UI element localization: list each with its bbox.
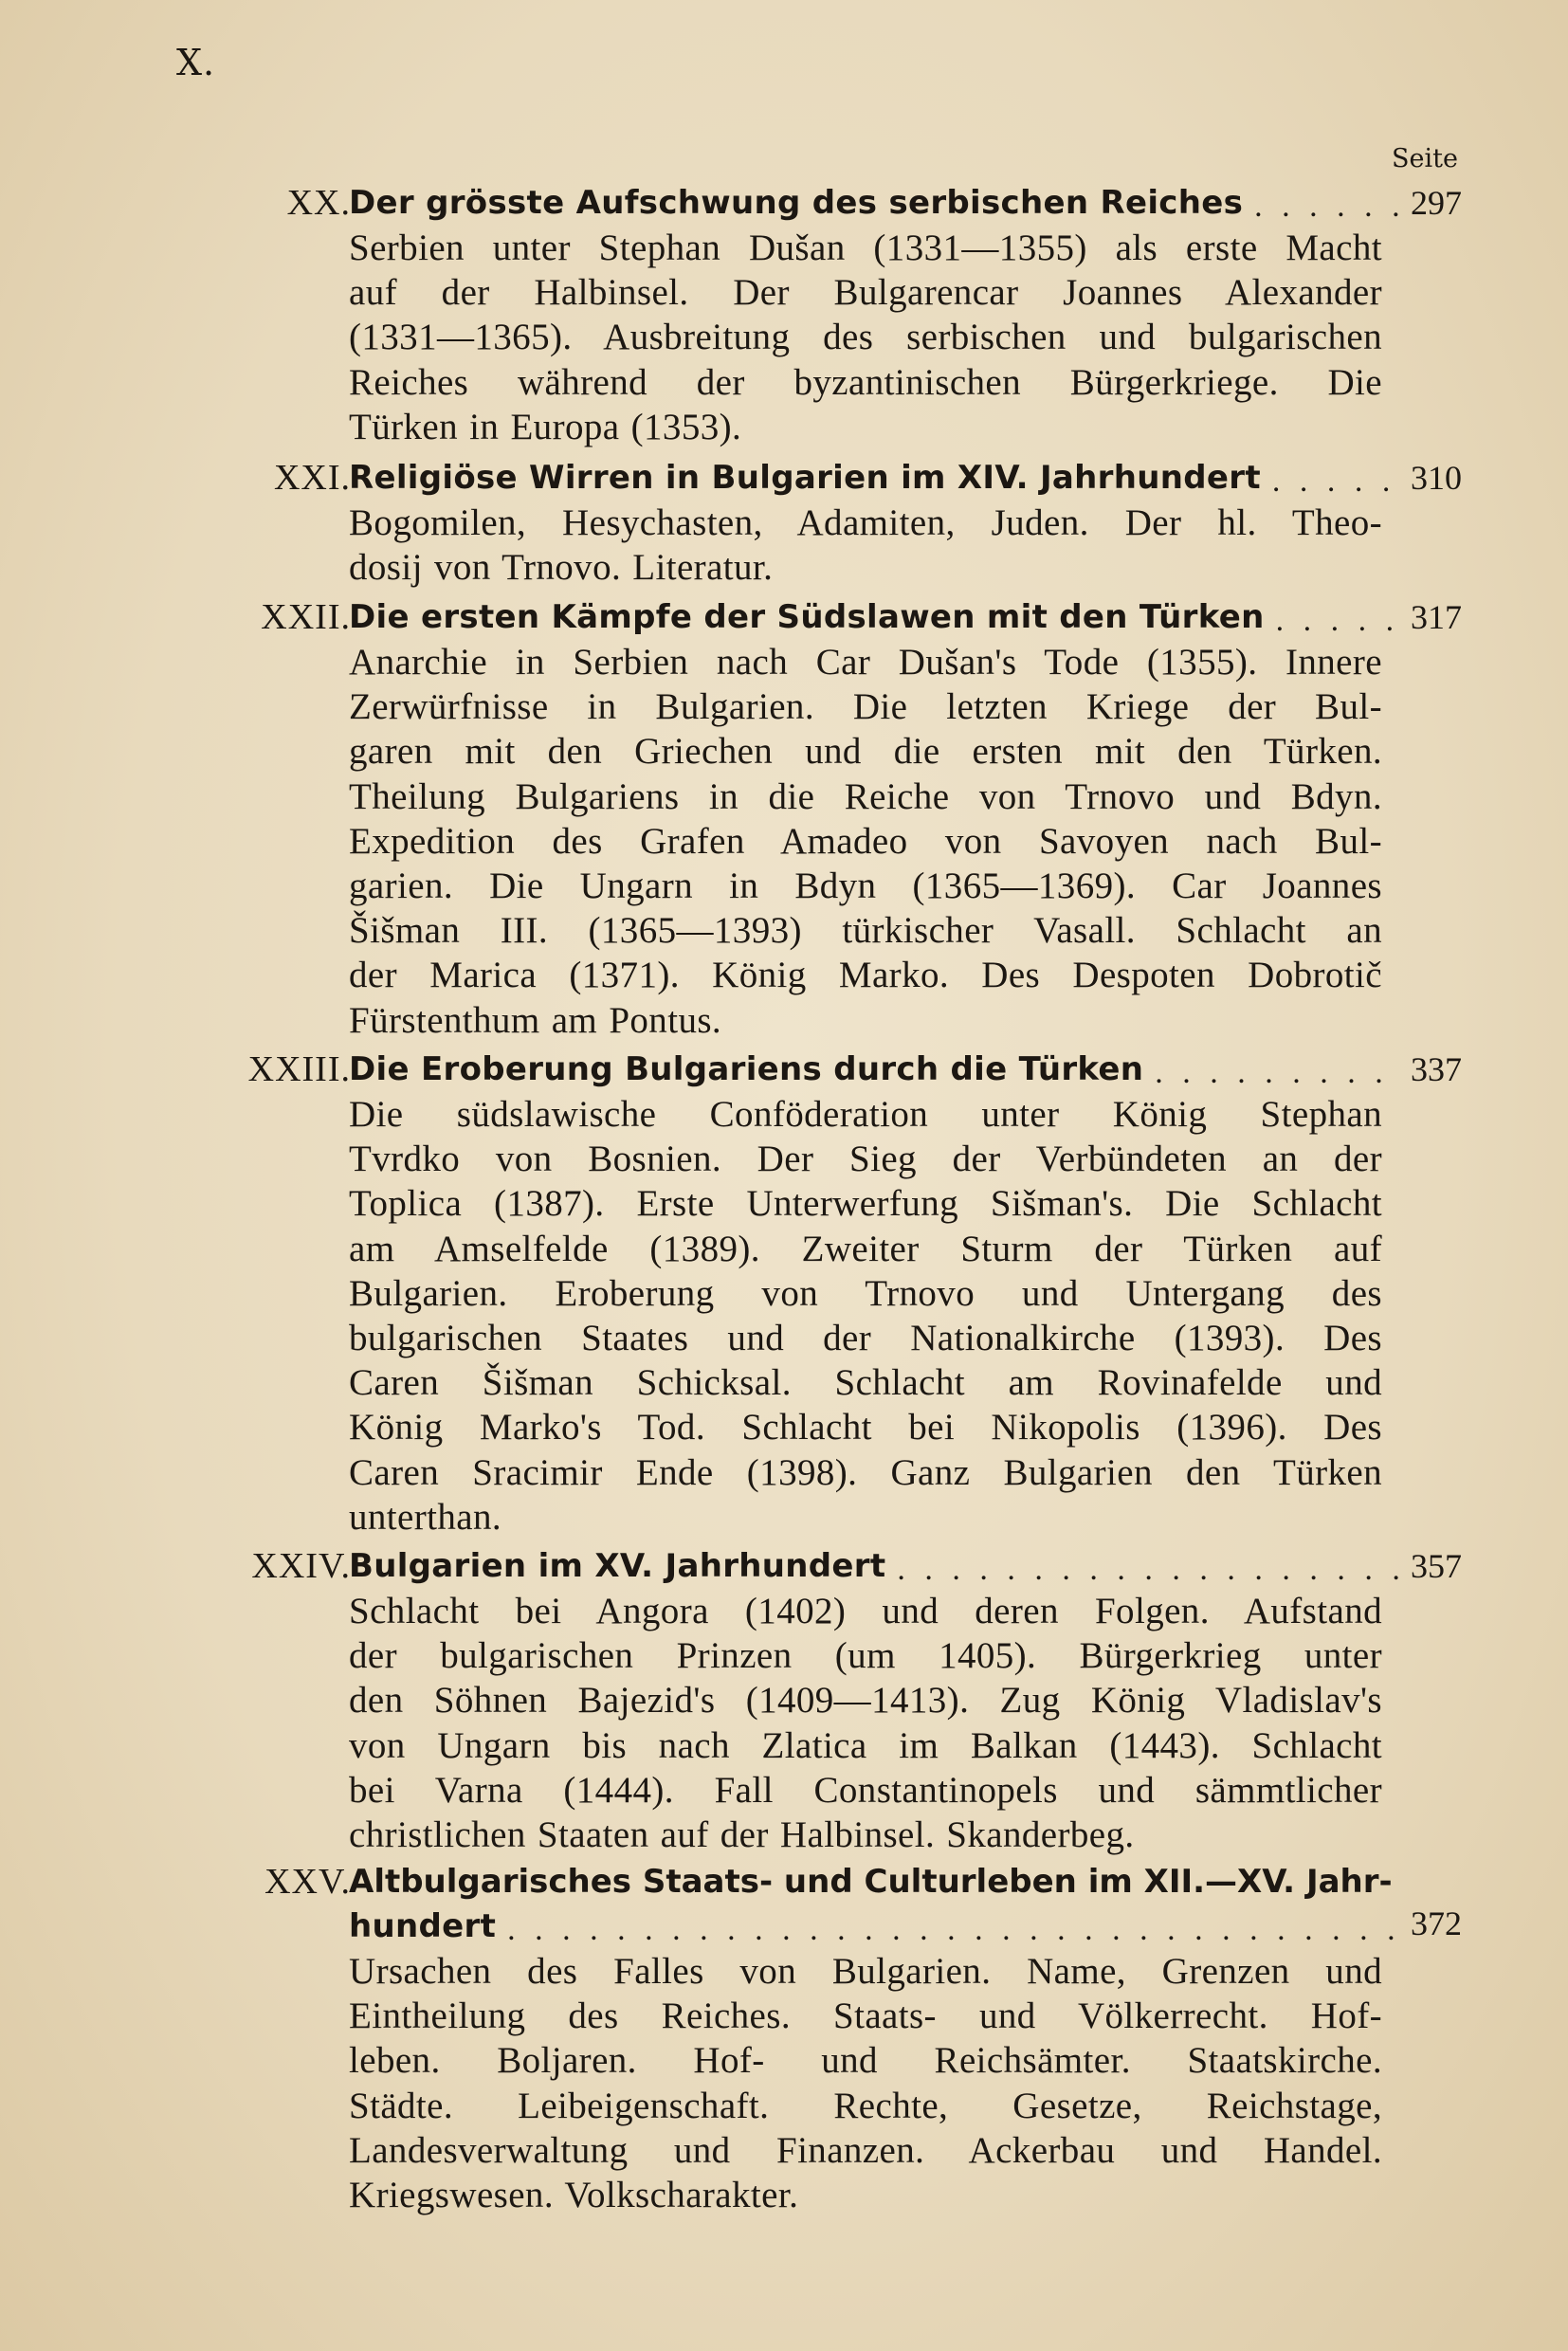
dot-leader — [885, 1551, 1403, 1589]
summary-line: Zerwürfnisse in Bulgarien. Die letzten Kriege der Bul- — [349, 686, 1382, 728]
summary-line: der bulgarischen Prinzen (um 1405). Bürgerkrieg unter — [349, 1635, 1382, 1677]
chapter-summary — [349, 501, 1382, 590]
summary-line: Städte. Leibeigenschaft. Rechte, Gesetze, Reichstage, — [349, 2085, 1382, 2126]
summary-line: Anarchie in Serbien nach Car Dušan's Tode (1355). Innere — [349, 642, 1382, 683]
chapter-number: XXII. — [261, 597, 351, 637]
summary-line: Expedition des Grafen Amadeo von Savoyen nach Bul- — [349, 820, 1382, 862]
dot-leader — [496, 1911, 1403, 1949]
chapter-page-number: 297 — [1411, 184, 1462, 222]
chapter-title-continuation: hundert — [349, 1907, 497, 1945]
chapter-page-number: 310 — [1411, 459, 1462, 497]
summary-line: christlichen Staaten auf der Halbinsel. Skanderbeg. — [349, 1813, 1135, 1855]
summary-line: bei Varna (1444). Fall Constantinopels und sämmtlicher — [349, 1769, 1382, 1811]
chapter-title-row — [349, 1544, 1403, 1589]
chapter-page-number: 317 — [1411, 598, 1462, 636]
chapter-page-number: 337 — [1411, 1050, 1462, 1088]
chapter-summary — [349, 640, 1382, 1043]
chapter-summary — [349, 1092, 1382, 1540]
dot-leader — [1261, 463, 1403, 501]
seite-column-label: Seite — [1392, 144, 1458, 173]
summary-line: am Amselfelde (1389). Zweiter Sturm der Türken auf — [349, 1228, 1382, 1269]
summary-line: Bulgarien. Eroberung von Trnovo und Untergang des — [349, 1272, 1382, 1314]
summary-line: Schlacht bei Angora (1402) und deren Folgen. Aufstand — [349, 1591, 1382, 1631]
summary-line: leben. Boljaren. Hof- und Reichsämter. Staatskirche. — [349, 2040, 1382, 2082]
chapter-title-row — [349, 181, 1403, 226]
summary-line: (1331—1365). Ausbreitung des serbischen und bulgarischen — [349, 317, 1382, 358]
chapter-number: XXIV. — [251, 1546, 351, 1586]
chapter-number: XXV. — [264, 1862, 351, 1902]
summary-line: Kriegswesen. Volkscharakter. — [349, 2174, 799, 2215]
summary-line: Caren Sracimir Ende (1398). Ganz Bulgarien den Türken — [349, 1451, 1382, 1493]
chapter-number: XXIII. — [247, 1049, 351, 1089]
chapter-number: XXI. — [273, 458, 351, 498]
summary-line: garien. Die Ungarn in Bdyn (1365—1369). Car Joannes — [349, 865, 1382, 906]
summary-line: Tvrdko von Bosnien. Der Sieg der Verbündeten an der — [349, 1139, 1382, 1180]
chapter-page-number: 357 — [1411, 1547, 1462, 1585]
summary-line: dosij von Trnovo. Literatur. — [349, 547, 774, 589]
chapter-title: Religiöse Wirren in Bulgarien im XIV. Jahrhundert — [349, 459, 1261, 497]
summary-line: Türken in Europa (1353). — [349, 406, 742, 447]
chapter-title: Der grösste Aufschwung des serbischen Reiches — [349, 184, 1244, 222]
chapter-title: Bulgarien im XV. Jahrhundert — [349, 1547, 886, 1585]
summary-line: garen mit den Griechen und die ersten mit den Türken. — [349, 731, 1382, 773]
summary-line: von Ungarn bis nach Zlatica im Balkan (1443). Schlacht — [349, 1724, 1382, 1766]
chapter-title-row — [349, 1048, 1403, 1092]
chapter-title-row — [349, 595, 1403, 640]
summary-line: unterthan. — [349, 1496, 502, 1538]
chapter-title-row — [349, 456, 1403, 501]
summary-line: Šišman III. (1365—1393) türkischer Vasall. Schlacht an — [349, 910, 1382, 952]
summary-line: Die südslawische Conföderation unter König Stephan — [349, 1094, 1382, 1135]
dot-leader — [1265, 602, 1403, 640]
chapter-summary — [349, 1949, 1382, 2217]
summary-line: Theilung Bulgariens in die Reiche von Trnovo und Bdyn. — [349, 775, 1382, 817]
summary-line: Ursachen des Falles von Bulgarien. Name, Grenzen und — [349, 1951, 1382, 1992]
chapter-number: XX. — [286, 183, 351, 223]
summary-line: auf der Halbinsel. Der Bulgarencar Joannes Alexander — [349, 272, 1382, 314]
summary-line: Caren Šišman Schicksal. Schlacht am Rovinafelde und — [349, 1362, 1382, 1404]
chapter-title: Die ersten Kämpfe der Südslawen mit den Türken — [349, 598, 1265, 636]
chapter-title: Altbulgarisches Staats- und Culturleben im XII.—XV. Jahr- — [349, 1863, 1393, 1901]
summary-line: bulgarischen Staates und der Nationalkirche (1393). Des — [349, 1317, 1382, 1358]
chapter-summary — [349, 1589, 1382, 1857]
chapter-title: Die Eroberung Bulgariens durch die Türken — [349, 1050, 1144, 1088]
summary-line: der Marica (1371). König Marko. Des Despoten Dobrotič — [349, 955, 1382, 996]
chapter-summary — [349, 226, 1382, 449]
summary-line: König Marko's Tod. Schlacht bei Nikopolis (1396). Des — [349, 1407, 1382, 1449]
summary-line: Toplica (1387). Erste Unterwerfung Sišman's. Die Schlacht — [349, 1183, 1382, 1225]
dot-leader — [1143, 1054, 1403, 1092]
page-number: X. — [176, 42, 216, 83]
summary-line: Landesverwaltung und Finanzen. Ackerbau und Handel. — [349, 2129, 1382, 2171]
summary-line: den Söhnen Bajezid's (1409—1413). Zug König Vladislav's — [349, 1680, 1382, 1722]
chapter-page-number: 372 — [1411, 1904, 1462, 1942]
summary-line: Bogomilen, Hesychasten, Adamiten, Juden. Der hl. Theo- — [349, 502, 1382, 543]
dot-leader — [1243, 188, 1403, 226]
chapter-title-row — [349, 1904, 1403, 1949]
summary-line: Fürstenthum am Pontus. — [349, 999, 722, 1041]
summary-line: Serbien unter Stephan Dušan (1331—1355) als erste Macht — [349, 228, 1382, 268]
summary-line: Reiches während der byzantinischen Bürgerkriege. Die — [349, 361, 1382, 403]
summary-line: Eintheilung des Reiches. Staats- und Völkerrecht. Hof- — [349, 1996, 1382, 2037]
